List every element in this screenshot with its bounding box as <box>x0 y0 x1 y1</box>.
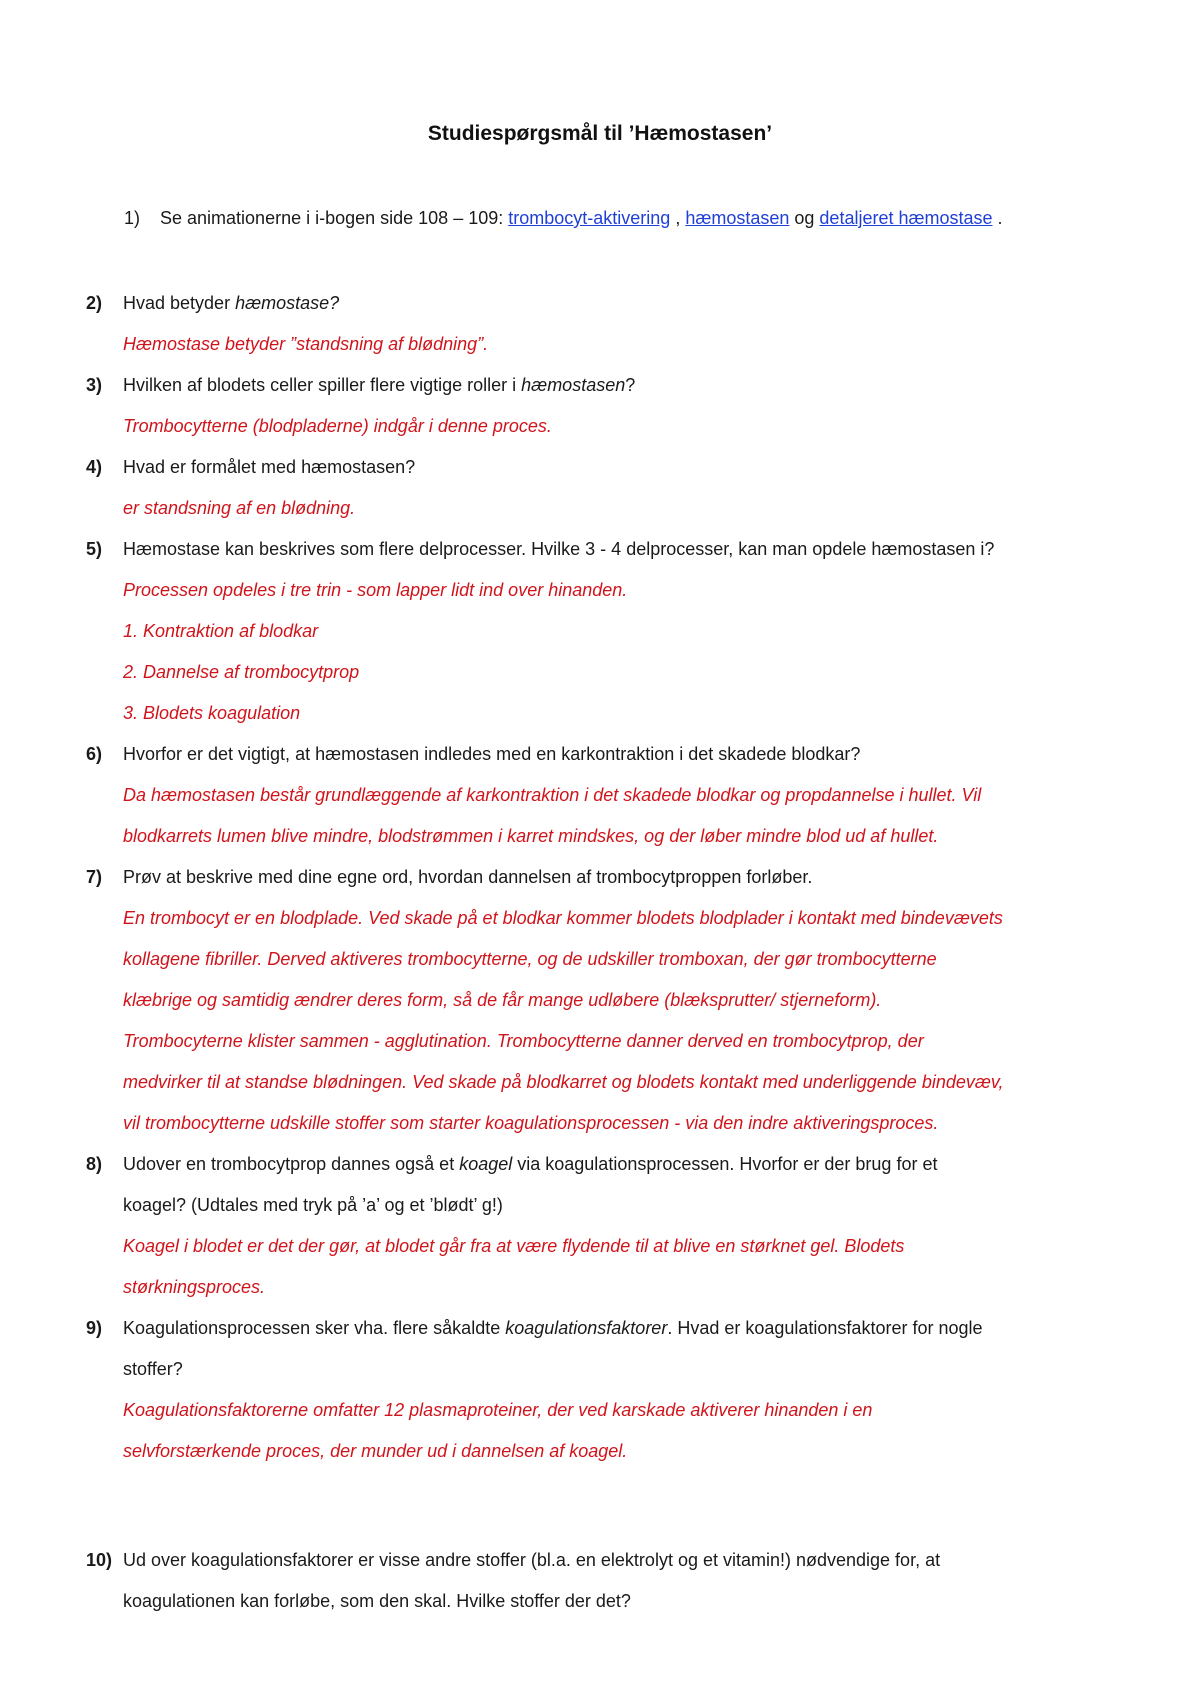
question-line <box>86 1144 1116 1185</box>
question-text <box>123 529 1116 570</box>
question-item <box>86 734 1116 857</box>
question-line <box>86 1185 1116 1226</box>
separator: , <box>670 208 686 228</box>
question-number: 6) <box>86 744 103 764</box>
question-line <box>86 1308 1116 1349</box>
question-item <box>86 529 1116 734</box>
answer-line: Trombocytterne (blodpladerne) indgår i denne proces. <box>123 416 552 436</box>
question-text <box>123 1540 1116 1581</box>
answer-line: selvforstærkende proces, der munder ud i dannelsen af koagel. <box>123 1441 628 1461</box>
question-text-part: koagel? (Udtales med tryk på ’a’ og et ’blødt’ g!) <box>123 1195 503 1215</box>
question-line <box>86 447 1116 488</box>
question-number: 1) <box>124 208 141 228</box>
question-item <box>86 857 1116 1144</box>
question-emphasis: koagulationsfaktorer <box>505 1318 668 1338</box>
question-text <box>123 1581 1116 1622</box>
question-number: 3) <box>86 375 103 395</box>
question-text-part: ? <box>625 375 636 395</box>
link-detaljeret-haemostase[interactable]: detaljeret hæmostase <box>819 208 993 228</box>
answer-line: medvirker til at standse blødningen. Ved skade på blodkarret og blodets kontakt med underliggende bindevæv, <box>123 1072 1004 1092</box>
question-number <box>86 1185 123 1226</box>
answer-line: Processen opdeles i tre trin - som lapper lidt ind over hinanden. <box>123 580 628 600</box>
question-text <box>123 1349 1116 1390</box>
question-text-part: koagulationen kan forløbe, som den skal. Hvilke stoffer der det? <box>123 1591 631 1611</box>
question-line <box>86 1581 1116 1622</box>
question-text <box>123 365 1116 406</box>
question-emphasis: koagel <box>459 1154 513 1174</box>
answer-line: kollagene fibriller. Derved aktiveres trombocytterne, og de udskiller tromboxan, der gør trombocytterne <box>123 949 937 969</box>
question-text-part: . Hvad er koagulationsfaktorer for nogle <box>667 1318 983 1338</box>
question-number: 2) <box>86 293 103 313</box>
separator: og <box>789 208 820 228</box>
question-number: 10) <box>86 1550 113 1570</box>
question-line <box>86 1349 1116 1390</box>
question-text-part: stoffer? <box>123 1359 183 1379</box>
question-text-part: Koagulationsprocessen sker vha. flere såkaldte <box>123 1318 506 1338</box>
question-number: 8) <box>86 1154 103 1174</box>
question-line <box>86 857 1116 898</box>
question-text-part: via koagulationsprocessen. Hvorfor er der brug for et <box>512 1154 938 1174</box>
link-haemostasen[interactable]: hæmostasen <box>685 208 790 228</box>
answer-line: En trombocyt er en blodplade. Ved skade på et blodkar kommer blodets blodplader i kontakt med bindevævets <box>123 908 1003 928</box>
question-number: 9) <box>86 1318 103 1338</box>
question-line <box>86 734 1116 775</box>
answer-line: størkningsproces. <box>123 1277 266 1297</box>
question-text <box>123 734 1116 775</box>
question-list <box>86 283 1116 1622</box>
question-1 <box>124 208 1003 229</box>
question-number: 7) <box>86 867 103 887</box>
answer-line: Hæmostase betyder ”standsning af blødning”. <box>123 334 489 354</box>
question-item <box>86 447 1116 529</box>
question-number: 4) <box>86 457 103 477</box>
question-line <box>86 1540 1116 1581</box>
question-emphasis: hæmostase? <box>235 293 340 313</box>
separator: . <box>992 208 1003 228</box>
answer-line: 3. Blodets koagulation <box>123 703 301 723</box>
question-text-part: Hvilken af blodets celler spiller flere vigtige roller i <box>123 375 522 395</box>
question-text-part: Hvad betyder <box>123 293 236 313</box>
question-text <box>123 857 1116 898</box>
question-item <box>86 1308 1116 1472</box>
question-item <box>86 365 1116 447</box>
question-text-part: Udover en trombocytprop dannes også et <box>123 1154 460 1174</box>
question-text-part: Hvorfor er det vigtigt, at hæmostasen indledes med en karkontraktion i det skadede blodkar? <box>123 744 861 764</box>
question-item <box>86 1472 1116 1622</box>
answer-line: 2. Dannelse af trombocytprop <box>123 662 360 682</box>
question-text <box>123 1144 1116 1185</box>
question-emphasis: hæmostasen <box>521 375 626 395</box>
question-number <box>86 1581 123 1622</box>
question-text-part: Hæmostase kan beskrives som flere delprocesser. Hvilke 3 - 4 delprocesser, kan man opdele hæmostasen i? <box>123 539 995 559</box>
answer-line: klæbrige og samtidig ændrer deres form, så de får mange udløbere (blæksprutter/ stjerneform). <box>123 990 882 1010</box>
answer-line: 1. Kontraktion af blodkar <box>123 621 319 641</box>
question-text-part: Ud over koagulationsfaktorer er visse andre stoffer (bl.a. en elektrolyt og et vitamin!) nødvendige for, at <box>123 1550 941 1570</box>
question-item <box>86 283 1116 365</box>
link-trombocyt-aktivering[interactable]: trombocyt-aktivering <box>508 208 671 228</box>
answer-line: er standsning af en blødning. <box>123 498 356 518</box>
page-title: Studiespørgsmål til ’Hæmostasen’ <box>427 122 773 145</box>
question-text <box>123 283 1116 324</box>
question-number <box>86 1349 123 1390</box>
question-line <box>86 529 1116 570</box>
question-text: Se animationerne i i-bogen side 108 – 109: <box>160 208 509 228</box>
answer-line: Koagulationsfaktorerne omfatter 12 plasmaproteiner, der ved karskade aktiverer hinanden i en <box>123 1400 873 1420</box>
answer-line: Trombocyterne klister sammen - agglutination. Trombocytterne danner derved en trombocytprop, der <box>123 1031 924 1051</box>
answer-line: Koagel i blodet er det der gør, at blodet går fra at være flydende til at blive en størknet gel. Blodets <box>123 1236 905 1256</box>
question-text-part: Prøv at beskrive med dine egne ord, hvordan dannelsen af trombocytproppen forløber. <box>123 867 813 887</box>
question-text <box>123 1308 1116 1349</box>
question-number: 5) <box>86 539 103 559</box>
answer-line: vil trombocytterne udskille stoffer som starter koagulationsprocessen - via den indre aktiveringsproces. <box>123 1113 939 1133</box>
question-item <box>86 1144 1116 1308</box>
question-line <box>86 283 1116 324</box>
answer-line: Da hæmostasen består grundlæggende af karkontraktion i det skadede blodkar og propdannelse i hullet. Vil <box>123 785 982 805</box>
spacer <box>86 1472 1116 1540</box>
question-text-part: Hvad er formålet med hæmostasen? <box>123 457 416 477</box>
question-text <box>123 447 1116 488</box>
question-text <box>123 1185 1116 1226</box>
answer-line: blodkarrets lumen blive mindre, blodstrømmen i karret mindskes, og der løber mindre blod ud af hullet. <box>123 826 939 846</box>
question-line <box>86 365 1116 406</box>
